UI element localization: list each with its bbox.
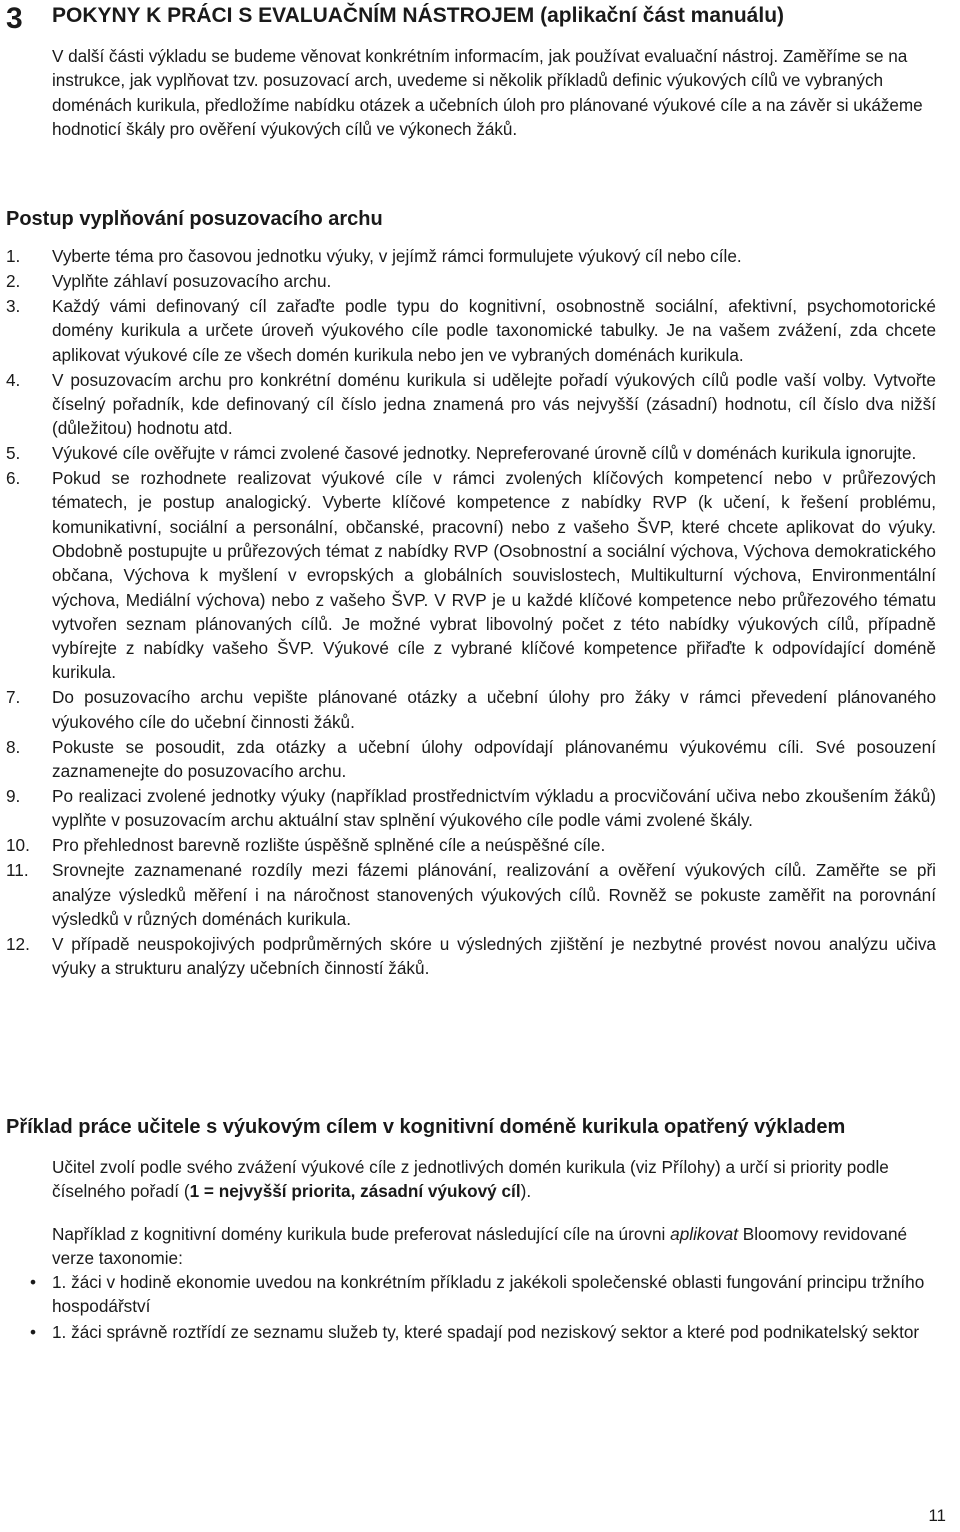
- list-item: [30, 1270, 938, 1319]
- step-item: [6, 858, 936, 931]
- step-text: Po realizaci zvolené jednotky výuky (například prostřednictvím výkladu a procvičování učiva nebo zkoušením žáků) vyplňte v posuzovacím archu aktuální stav splnění výukového cíle podle vámi zvolené škály.: [52, 786, 936, 831]
- step-text: Do posuzovacího archu vepište plánované otázky a učební úlohy pro žáky v rámci převedení plánovaného výukového cíle do učební činnosti žáků.: [52, 687, 936, 732]
- step-text: V případě neuspokojivých podprůměrných skóre u výsledných zjištění je nezbytné provést novou analýzu učiva výuky a strukturu analýzy učebních činností žáků.: [52, 933, 936, 979]
- step-number: 7.: [6, 687, 21, 708]
- goal-text: 1. žáci správně roztřídí ze seznamu služeb ty, které spadají pod neziskový sektor a které pod podnikatelský sektor: [52, 1321, 920, 1342]
- step-number: 11.: [6, 860, 29, 881]
- example-paragraph-text: Učitel zvolí podle svého zvážení výukové cíle z jednotlivých domén kurikula (viz Přílohy) a určí si priority podle číselného pořadí (: [52, 1157, 889, 1202]
- step-text: Výukové cíle ověřujte v rámci zvolené časové jednotky. Nepreferované úrovně cílů v doménách kurikula ignorujte.: [52, 443, 917, 464]
- example-paragraph-priorities: [52, 1155, 938, 1204]
- step-number: 9.: [6, 786, 21, 807]
- example-paragraph-bloom: [52, 1222, 938, 1271]
- chapter-title: POKYNY K PRÁCI S EVALUAČNÍM NÁSTROJEM (aplikační část manuálu): [52, 4, 785, 27]
- step-text: Srovnejte zaznamenané rozdíly mezi fázemi plánování, realizování a ověření výukových cílů. Zaměřte se při analýze výsledků měření i na náročnost stanovených výukových cílů. Rovněž se pokuste zaměřit na porovnání výsledků v různých doménách kurikula.: [52, 860, 936, 929]
- example-paragraph-text: Bloomovy revidované verze taxonomie:: [52, 1224, 908, 1269]
- page-number: 11: [928, 1506, 946, 1525]
- intro-paragraph: V další části výkladu se budeme věnovat konkrétním informacím, jak používat evaluační nástroj. Zaměříme se na instrukce, jak vyplňovat tzv. posuzovací arch, uvedeme si několik příkladů definic výukových cílů ve vybraných doménách kurikula, předložíme nabídku otázek a učebních úloh pro plánované výukové cíle a na závěr si ukážeme hodnoticí škály pro ověření výukových cílů ve výkonech žáků.: [52, 46, 923, 139]
- step-item: [6, 784, 936, 833]
- step-item: [6, 735, 936, 784]
- step-item: [6, 244, 936, 268]
- step-number: 3.: [6, 295, 21, 316]
- step-number: 8.: [6, 736, 21, 757]
- step-text: V posuzovacím archu pro konkrétní doménu kurikula si udělejte pořadí výukových cílů podle vaší volby. Vytvořte číselný pořadník, kde definovaný cíl číslo jedna znamená pro vás nejvyšší (zásadní) hodnotu, cíl číslo dva nižší (důležitou) hodnotu atd.: [52, 369, 936, 439]
- goal-text: 1. žáci v hodině ekonomie uvedou na konkrétním příkladu z jakékoli společenské oblasti fungování principu tržního hospodářství: [52, 1272, 925, 1317]
- step-item: [6, 269, 936, 293]
- example-paragraph-text: Například z kognitivní domény kurikula bude preferovat následující cíle na úrovni: [52, 1224, 671, 1244]
- step-text: Pokud se rozhodnete realizovat výukové cíle v rámci zvolených klíčových kompetencí nebo v průřezových tématech, je postup analogický. Vyberte klíčové kompetence z nabídky RVP (k učení, k řešení problému, komunikativní, sociální a personální, občanské, pracovní) nebo z vašeho ŠVP, které chcete aplikovat do výuky. Obdobně postupujte u průřezových témat z nabídky RVP (Osobnostní a sociální výchova, Výchova demokratického občana, Výchova k myšlení v evropských a globálních souvislostech, Multikulturní výchova, Environmentální výchova, Mediální výchova) nebo z vašeho ŠVP. V RVP je u každé klíčové kompetence nebo průřezového tématu vytvořen seznam plánovaných cílů. Je možné vybrat libovolný počet z této nabídky výukových cílů, případně vybírejte z nabídky vašeho ŠVP. Výukové cíle z vybrané klíčové kompetence přiřaďte k odpovídající doméně kurikula.: [52, 468, 936, 683]
- step-number: 6.: [6, 468, 21, 489]
- example-goals-list: [30, 1270, 938, 1345]
- step-item: [6, 932, 936, 981]
- chapter-number: 3: [6, 2, 23, 35]
- step-number: 4.: [6, 369, 21, 390]
- step-item: [6, 833, 936, 857]
- step-item: [6, 441, 936, 465]
- step-number: 1.: [6, 246, 21, 266]
- step-number: 2.: [6, 270, 21, 291]
- example-heading: Příklad práce učitele s výukovým cílem v kognitivní doméně kurikula opatřený výkladem: [6, 1116, 846, 1138]
- bullet-icon: •: [30, 1321, 37, 1342]
- step-item: [6, 685, 936, 734]
- bullet-icon: •: [30, 1272, 37, 1292]
- step-number: 12.: [6, 933, 30, 954]
- step-text: Pro přehlednost barevně rozlište úspěšně splněné cíle a neúspěšné cíle.: [52, 835, 606, 856]
- step-number: 10.: [6, 835, 30, 856]
- step-number: 5.: [6, 443, 21, 464]
- priority-definition: 1 = nejvyšší priorita, zásadní výukový cíl: [189, 1181, 521, 1202]
- bloom-level-term: aplikovat: [670, 1224, 738, 1244]
- step-item: [6, 368, 936, 441]
- step-item: [6, 466, 936, 685]
- step-item: [6, 294, 936, 367]
- procedure-heading: Postup vyplňování posuzovacího archu: [6, 208, 383, 230]
- step-text: Každý vámi definovaný cíl zařaďte podle typu do kognitivní, osobnostně sociální, afektivní, psychomotorické domény kurikula a určete úroveň výukového cíle podle taxonomické tabulky. Je na vašem zvážení, zda chcete aplikovat výukové cíle ze všech domén kurikula nebo jen ve vybraných doménách kurikula.: [52, 295, 936, 365]
- list-item: [30, 1320, 938, 1344]
- step-text: Pokuste se posoudit, zda otázky a učební úlohy odpovídají plánovanému výukovému cíli. Své posouzení zaznamenejte do posuzovacího archu.: [52, 736, 936, 782]
- step-text: Vyplňte záhlaví posuzovacího archu.: [52, 270, 332, 291]
- procedure-steps-list: [6, 244, 936, 981]
- step-text: Vyberte téma pro časovou jednotku výuky, v jejímž rámci formulujete výukový cíl nebo cíle.: [52, 246, 742, 266]
- example-paragraph-text: ).: [520, 1181, 532, 1202]
